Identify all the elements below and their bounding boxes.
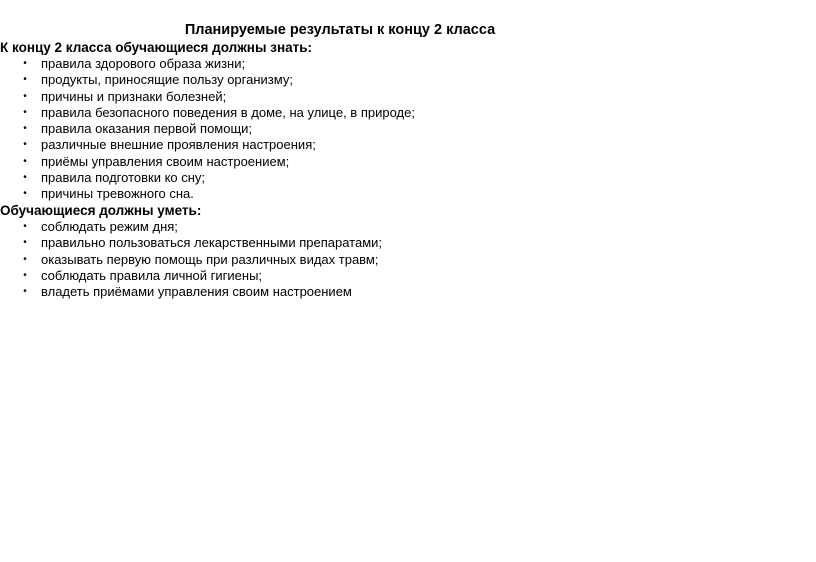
- list-item: [0, 235, 382, 251]
- list-item-text: владеть приёмами управления своим настроением: [41, 284, 352, 300]
- list-item: [0, 72, 415, 88]
- bullet-icon: •: [23, 253, 27, 265]
- list-item: [0, 170, 415, 186]
- list-item-text: различные внешние проявления настроения;: [41, 137, 316, 153]
- list-item-text: правила безопасного поведения в доме, на улице, в природе;: [41, 104, 415, 120]
- list-item-text: правила подготовки ко сну;: [41, 170, 206, 186]
- list-item: [0, 186, 415, 202]
- list-item-text: соблюдать правила личной гигиены;: [41, 267, 263, 283]
- bullet-icon: •: [23, 74, 27, 86]
- list-item: [0, 56, 415, 72]
- bullet-icon: •: [23, 123, 27, 135]
- list-item-text: причины тревожного сна.: [41, 186, 194, 202]
- bullet-icon: •: [23, 90, 27, 102]
- list-item: [0, 121, 415, 137]
- bullet-icon: •: [23, 172, 27, 184]
- know-list: [0, 56, 415, 203]
- list-item-text: оказывать первую помощь при различных видах травм;: [41, 251, 379, 267]
- bullet-icon: •: [23, 188, 27, 200]
- bullet-icon: •: [23, 155, 27, 167]
- list-item: [0, 89, 415, 105]
- list-item: [0, 268, 382, 284]
- list-item: [0, 284, 382, 300]
- list-item: [0, 252, 382, 268]
- document-title: Планируемые результаты к концу 2 класса: [184, 22, 496, 38]
- bullet-icon: •: [23, 221, 27, 232]
- bullet-icon: •: [23, 269, 27, 281]
- bullet-icon: •: [23, 58, 27, 69]
- bullet-icon: •: [23, 106, 27, 118]
- list-item-text: правильно пользоваться лекарственными препаратами;: [41, 235, 383, 251]
- list-item: [0, 105, 415, 121]
- can-list: [0, 219, 382, 300]
- list-item-text: правила оказания первой помощи;: [41, 121, 253, 137]
- list-item-text: причины и признаки болезней;: [41, 88, 227, 104]
- list-item-text: правила здорового образа жизни;: [41, 56, 246, 71]
- list-item-text: приёмы управления своим настроением;: [41, 153, 290, 169]
- bullet-icon: •: [23, 286, 27, 298]
- can-section-heading: Обучающиеся должны уметь:: [0, 203, 202, 218]
- bullet-icon: •: [23, 237, 27, 249]
- list-item-text: соблюдать режим дня;: [41, 219, 178, 234]
- list-item-text: продукты, приносящие пользу организму;: [41, 72, 293, 88]
- list-item: [0, 219, 382, 235]
- list-item: [0, 137, 415, 153]
- bullet-icon: •: [23, 139, 27, 151]
- list-item: [0, 154, 415, 170]
- know-section-heading: К концу 2 класса обучающиеся должны знать:: [0, 40, 313, 55]
